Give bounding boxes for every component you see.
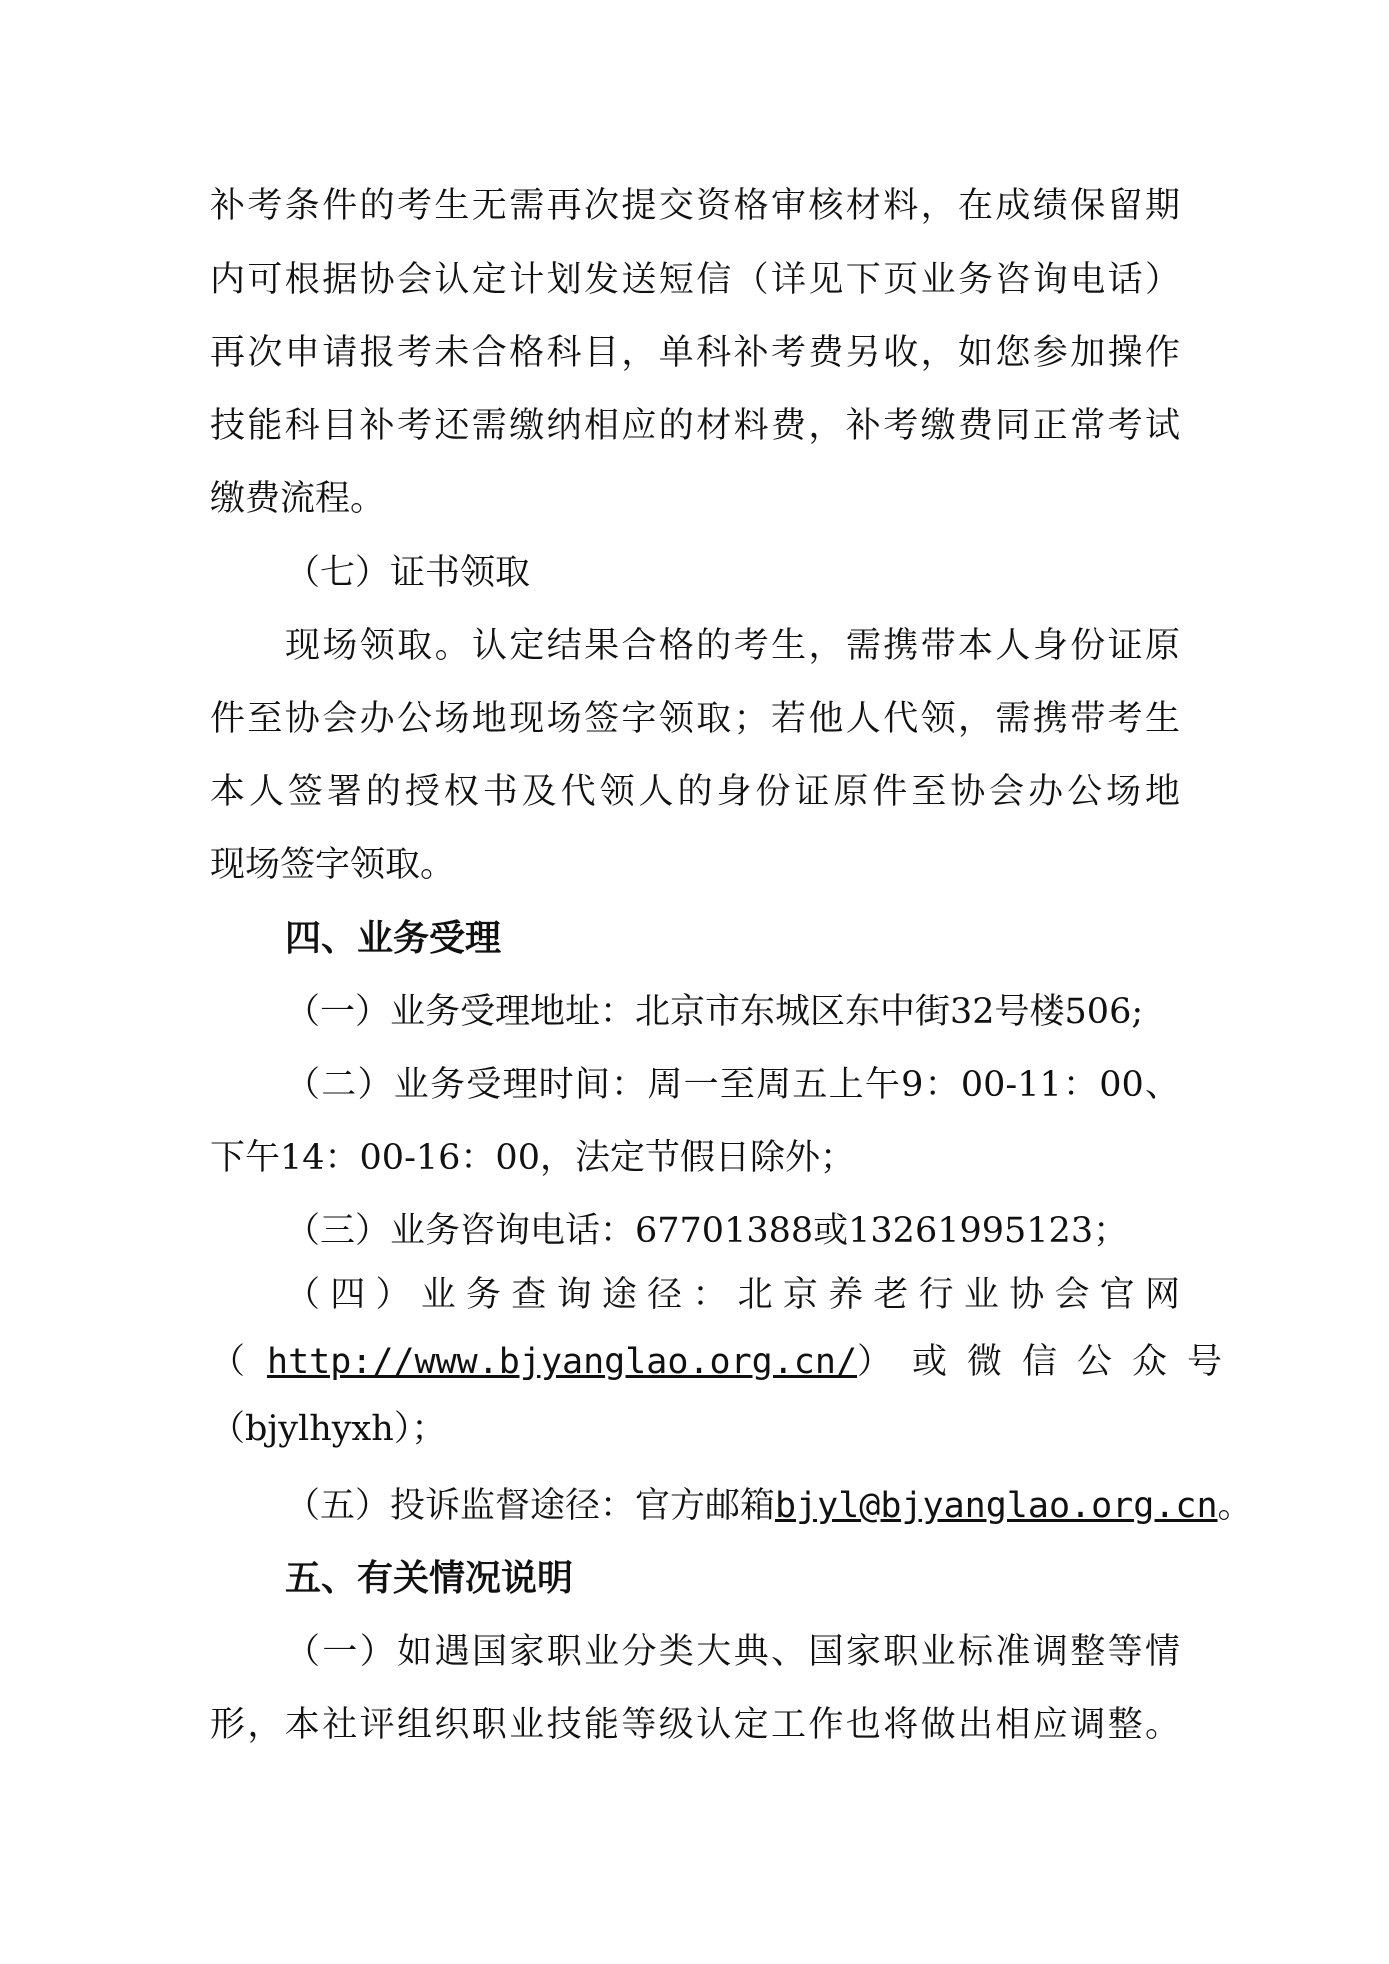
business-hours-line-1: （二）业务受理时间：周一至周五上午9：00-11：00、 bbox=[285, 1065, 1180, 1105]
paragraph-line: 本人签署的授权书及代领人的身份证原件至协会办公场地 bbox=[210, 772, 1180, 812]
query-paren-close: ）或微信公众号 bbox=[857, 1342, 1243, 1382]
paragraph-line: 内可根据协会认定计划发送短信（详见下页业务咨询电话） bbox=[210, 260, 1180, 300]
business-query-line-2 bbox=[210, 1337, 1243, 1387]
business-query-line-3: （bjylhyxh）； bbox=[210, 1409, 447, 1449]
paragraph-line: 缴费流程。 bbox=[210, 479, 386, 519]
business-address: （一）业务受理地址：北京市东城区东中街32号楼506; bbox=[285, 992, 1144, 1032]
paragraph-line: 现场签字领取。 bbox=[210, 845, 456, 885]
paragraph-line: 现场领取。认定结果合格的考生，需携带本人身份证原 bbox=[285, 626, 1180, 666]
business-hours-line-2: 下午14：00-16：00，法定节假日除外； bbox=[210, 1138, 855, 1178]
note-line-2: 形，本社评组织职业技能等级认定工作也将做出相应调整。 bbox=[210, 1705, 1180, 1745]
complaint-label: （五）投诉监督途径：官方邮箱 bbox=[285, 1486, 776, 1526]
query-paren-open: （ bbox=[210, 1342, 246, 1382]
email-link[interactable]: bjyl@bjyanglao.org.cn bbox=[775, 1486, 1218, 1526]
section-5-title: 五、有关情况说明 bbox=[285, 1558, 574, 1599]
complaint-channel bbox=[285, 1481, 1253, 1531]
paragraph-line: 再次申请报考未合格科目，单科补考费另收，如您参加操作 bbox=[210, 333, 1180, 373]
business-phone: （三）业务咨询电话：67701388或13261995123； bbox=[285, 1211, 1129, 1251]
subsection-heading: （七）证书领取 bbox=[285, 553, 531, 593]
paragraph-line: 补考条件的考生无需再次提交资格审核材料，在成绩保留期 bbox=[210, 186, 1180, 226]
note-line-1: （一）如遇国家职业分类大典、国家职业标准调整等情 bbox=[285, 1632, 1180, 1672]
section-4-title: 四、业务受理 bbox=[285, 918, 502, 959]
website-link[interactable]: http://www.bjyanglao.org.cn/ bbox=[267, 1342, 858, 1382]
business-query-line-1: （四）业务查询途径：北京养老行业协会官网 bbox=[285, 1275, 1180, 1315]
paragraph-line: 技能科目补考还需缴纳相应的材料费，补考缴费同正常考试 bbox=[210, 406, 1180, 446]
paragraph-line: 件至协会办公场地现场签字领取；若他人代领，需携带考生 bbox=[210, 699, 1180, 739]
complaint-period: 。 bbox=[1217, 1486, 1253, 1526]
